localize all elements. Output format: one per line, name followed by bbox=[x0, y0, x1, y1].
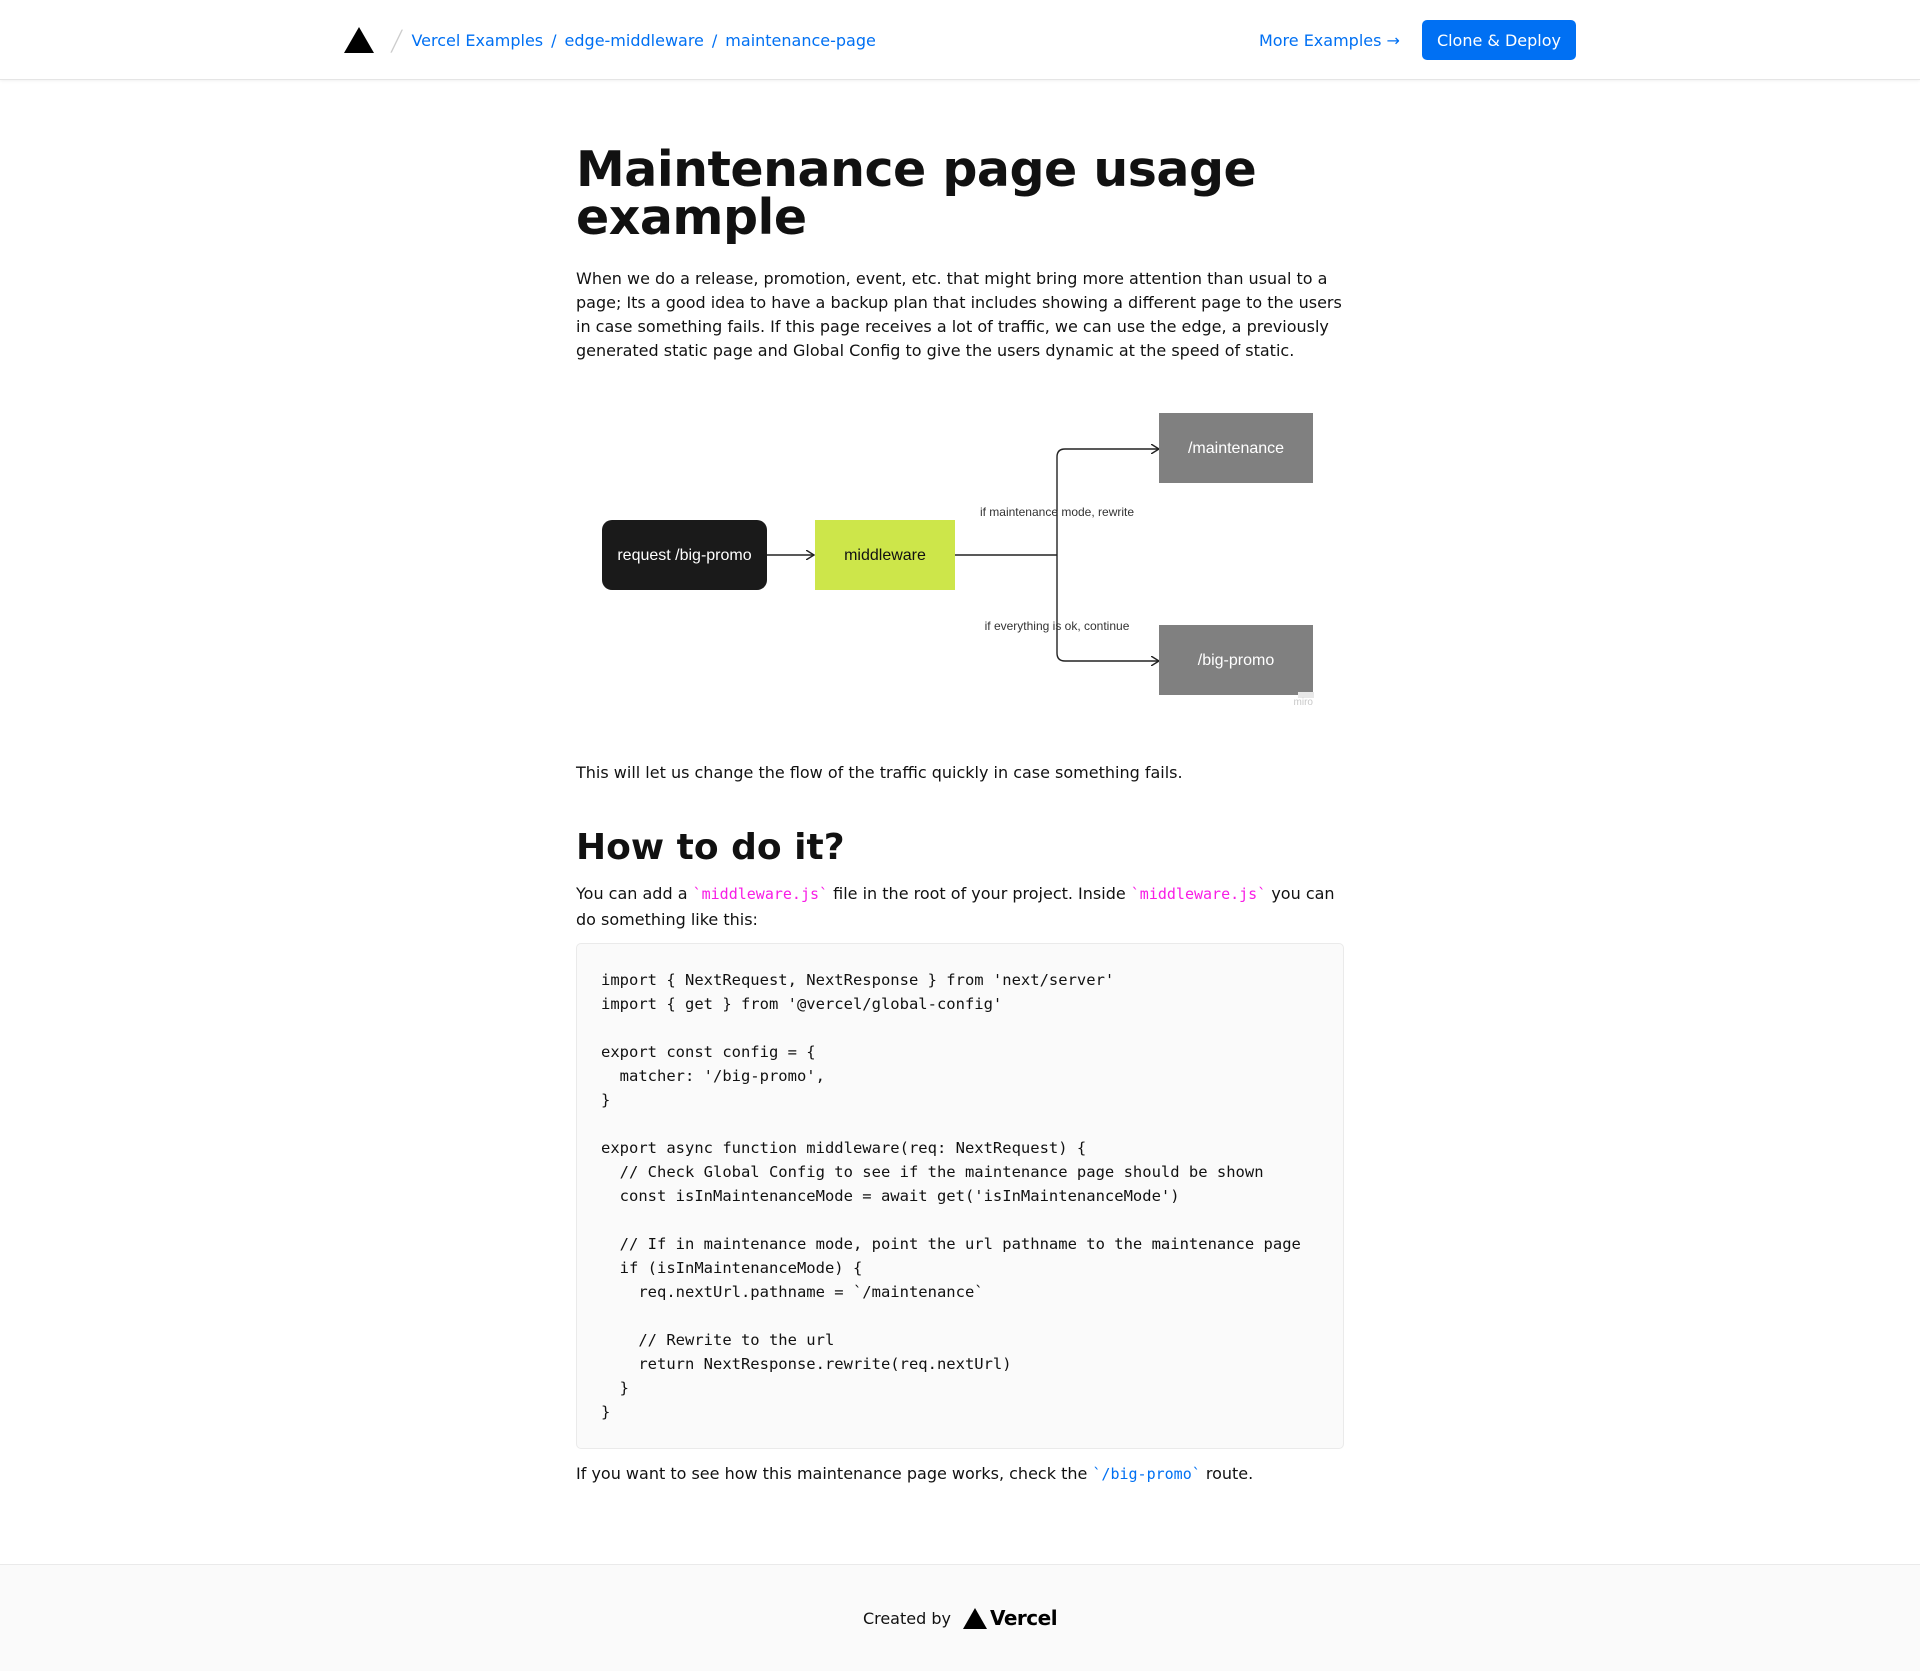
page-title: Maintenance page usage example bbox=[576, 141, 1257, 246]
breadcrumb-separator: / bbox=[711, 30, 718, 50]
big-promo-node-label: /big-promo bbox=[1197, 652, 1275, 669]
breadcrumb-vercel-examples[interactable]: Vercel Examples bbox=[411, 30, 544, 50]
intro-paragraph: When we do a release, promotion, event, etc. that might bring more attention than usual to a page; Its a good idea to have a backup plan that includes showing a different page to the users in case something fails. If this page receives a lot of traffic, we can use the edge, a previously generated static page and Global Config to give the users dynamic at the speed of static. bbox=[576, 269, 1342, 360]
rewrite-label: if maintenance mode, rewrite bbox=[979, 505, 1135, 519]
code-block: import { NextRequest, NextResponse } from 'next/server' import { get } from '@vercel/global-config' export const config = { matcher: '/big-promo', } export async function middleware(req: NextRequest) { // Check Global Config to see if the maintenance page should be shown const isInMaintenanceMode = await get('isInMaintenanceMode') // If in maintenance mode, point the url pathname to the maintenance page if (isInMaintenanceMode) { req.nextUrl.pathname = `/maintenance` // Rewrite to the url return NextResponse.rewrite(req.nextUrl) } } bbox=[576, 943, 1344, 1449]
breadcrumb-separator: / bbox=[551, 30, 557, 50]
footer-inner bbox=[863, 1606, 1057, 1630]
miro-watermark: miro bbox=[1293, 697, 1313, 708]
vercel-triangle-icon bbox=[963, 1608, 987, 1629]
inline-code-middleware: `middleware.js` bbox=[692, 885, 829, 903]
big-promo-route-link[interactable]: `/big-promo` bbox=[1092, 1465, 1201, 1483]
after-diagram-paragraph: This will let us change the flow of the traffic quickly in case something fails. bbox=[576, 763, 1183, 782]
top-nav bbox=[0, 0, 1920, 80]
vercel-wordmark: Vercel bbox=[989, 1606, 1058, 1630]
nav-right bbox=[1259, 20, 1576, 60]
final-paragraph bbox=[576, 1461, 1344, 1487]
breadcrumb-edge-middleware[interactable]: edge-middleware bbox=[564, 30, 704, 50]
footer bbox=[0, 1564, 1920, 1671]
maintenance-node-label: /maintenance bbox=[1187, 440, 1285, 457]
middleware-node-label: middleware bbox=[844, 547, 926, 564]
inline-code-middleware: `middleware.js` bbox=[1130, 885, 1267, 903]
section-title-how-to: How to do it? bbox=[576, 827, 845, 868]
breadcrumb-maintenance-page[interactable]: maintenance-page bbox=[725, 30, 876, 50]
request-node-label: request /big-promo bbox=[617, 547, 752, 564]
arrow-to-big-promo bbox=[1057, 555, 1159, 661]
nav-left bbox=[344, 24, 876, 57]
final-text: If you want to see how this maintenance page works, check the bbox=[576, 1464, 1093, 1483]
breadcrumb bbox=[411, 31, 875, 50]
final-text: route. bbox=[1200, 1464, 1254, 1483]
howto-text: you can do something like this: bbox=[576, 884, 1335, 929]
clone-deploy-button[interactable]: Clone & Deploy bbox=[1422, 20, 1576, 60]
vercel-triangle-icon[interactable] bbox=[344, 27, 374, 53]
nav-divider: / bbox=[389, 23, 405, 57]
flow-diagram bbox=[576, 413, 1344, 729]
top-nav-inner bbox=[344, 0, 1576, 80]
main-content bbox=[576, 141, 1344, 1487]
howto-text: file in the root of your project. Inside bbox=[828, 884, 1131, 903]
more-examples-link[interactable]: More Examples → bbox=[1258, 30, 1400, 50]
flow-diagram-svg bbox=[576, 413, 1344, 729]
howto-text: You can add a bbox=[576, 884, 693, 903]
created-by-label: Created by bbox=[862, 1608, 951, 1628]
continue-label: if everything is ok, continue bbox=[984, 619, 1130, 633]
howto-paragraph bbox=[576, 881, 1344, 933]
arrow-to-maintenance bbox=[1057, 449, 1159, 555]
vercel-brand-link[interactable] bbox=[963, 1606, 1057, 1630]
